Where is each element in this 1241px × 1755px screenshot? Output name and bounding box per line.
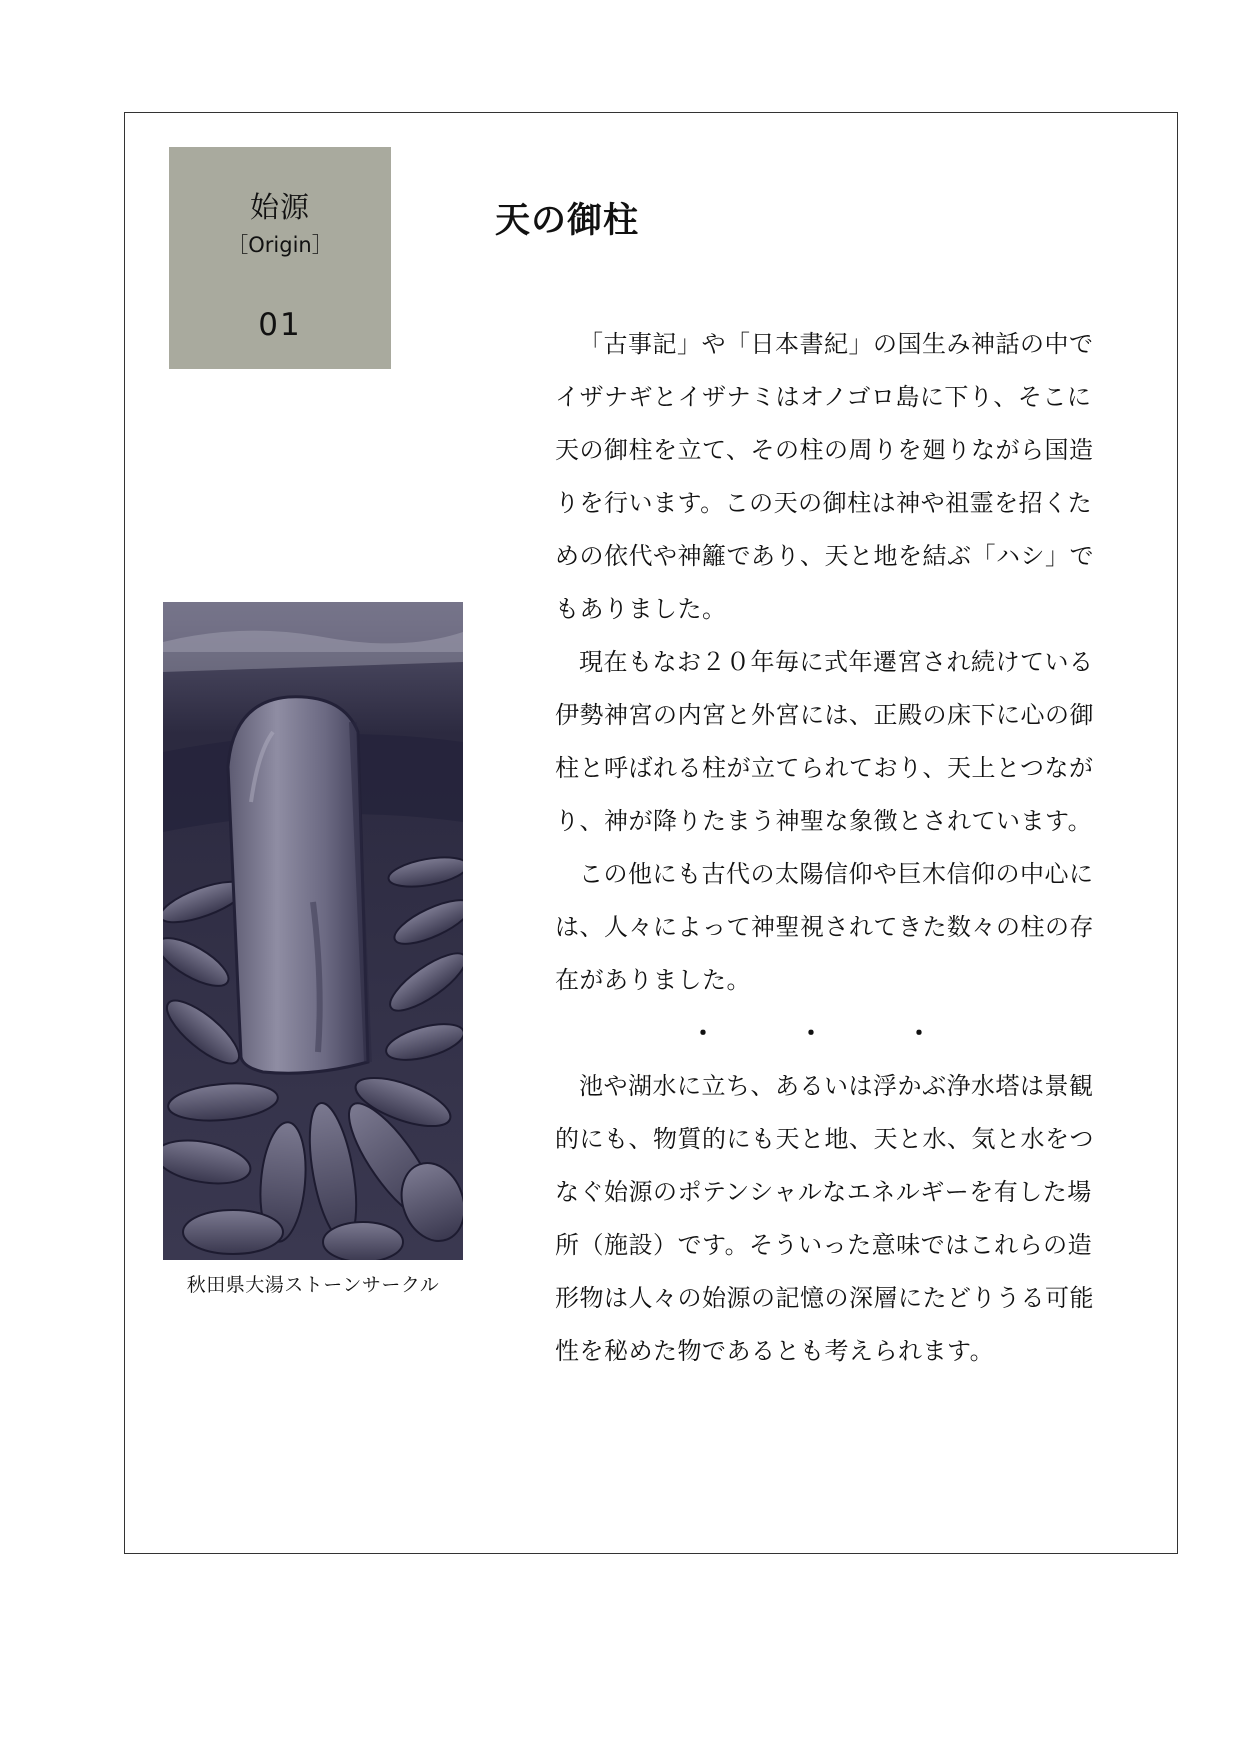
separator-dot-2: ・ <box>799 1019 823 1047</box>
separator-dots <box>555 1007 1115 1060</box>
paragraph-1: 「古事記」や「日本書紀」の国生み神話の中でイザナギとイザナミはオノゴロ島に下り、そこに天の御柱を立て、その柱の周りを廻りながら国造りを行います。この天の御柱は神や祖霊を招くための依代や神籬であり、天と地を結ぶ「ハシ」でもありました。 <box>555 330 1094 623</box>
stone-circle-photo <box>163 602 463 1260</box>
separator-dot-3: ・ <box>907 1019 931 1047</box>
photo-caption: 秋田県大湯ストーンサークル <box>186 1274 440 1296</box>
section-title-en: ［Origin］ <box>227 233 333 257</box>
article-title: 天の御柱 <box>495 201 640 241</box>
separator-dot-1: ・ <box>691 1019 715 1047</box>
paragraph-2: 現在もなお２０年毎に式年遷宮され続けている伊勢神宮の内宮と外宮には、正殿の床下に心の御柱と呼ばれる柱が立てられており、天上とつながり、神が降りたまう神聖な象徴とされています。 <box>555 648 1094 835</box>
section-number: 01 <box>258 307 302 343</box>
paragraph-3: この他にも古代の太陽信仰や巨木信仰の中心には、人々によって神聖視されてきた数々の柱の存在がありました。 <box>555 860 1094 994</box>
stone-circle-photo-illustration <box>163 602 463 1260</box>
section-label-box <box>169 147 391 369</box>
section-title-jp: 始源 <box>249 190 310 224</box>
paragraph-4: 池や湖水に立ち、あるいは浮かぶ浄水塔は景観的にも、物質的にも天と地、天と水、気と水をつなぐ始源のポテンシャルなエネルギーを有した場所（施設）です。そういった意味ではこれらの造形物は人々の始源の記憶の深層にたどりうる可能性を秘めた物であるとも考えられます。 <box>555 1072 1094 1365</box>
article-body <box>555 318 1115 1378</box>
